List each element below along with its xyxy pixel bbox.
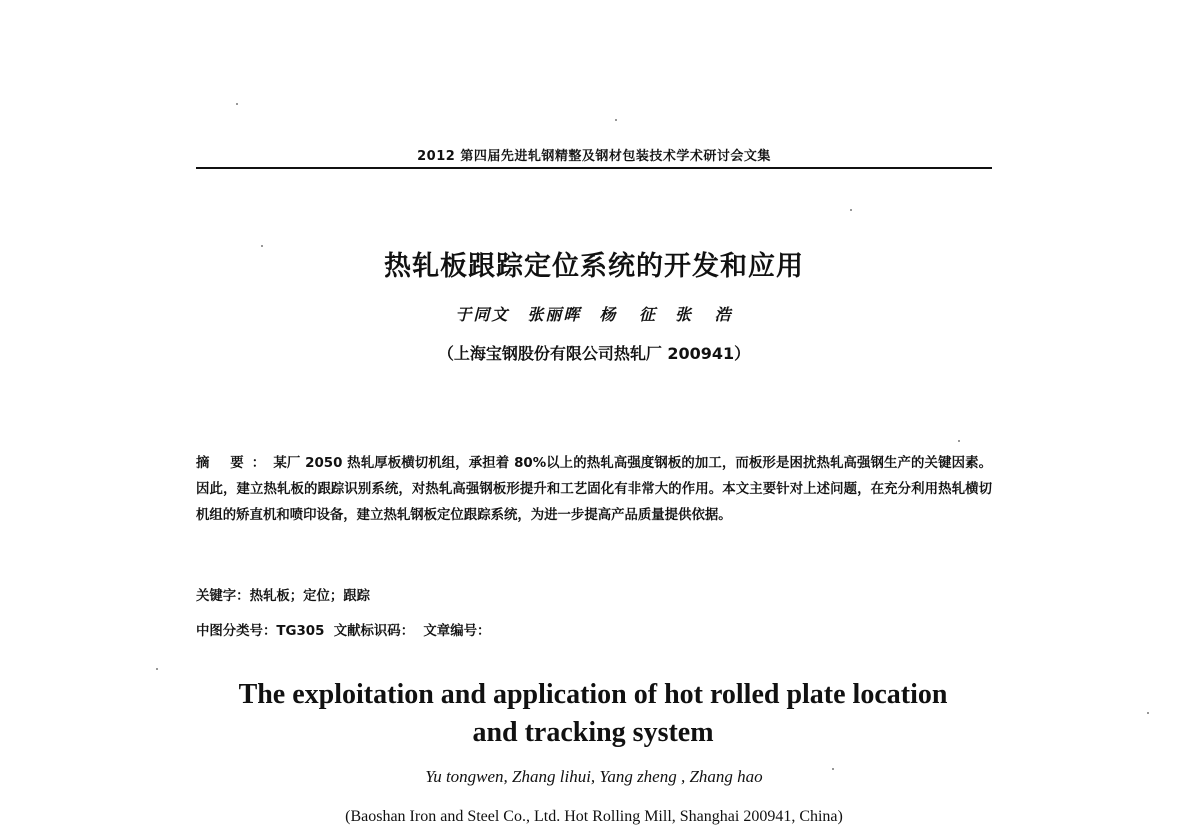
header-rule (196, 167, 992, 169)
authors-chinese: 于同文 张丽晖 杨 征 张 浩 (455, 305, 733, 324)
keywords-label: 关键字： (196, 589, 250, 604)
scan-speck (1147, 712, 1149, 714)
paper-title-chinese: 热轧板跟踪定位系统的开发和应用 (384, 251, 804, 282)
abstract (196, 451, 992, 529)
article-number-label: 文章编号： (423, 624, 491, 639)
affiliation-english: (Baoshan Iron and Steel Co., Ltd. Hot Rolling Mill, Shanghai 200941, China) (345, 808, 843, 825)
scan-speck (832, 768, 834, 770)
document-code-label: 文献标识码： (333, 624, 415, 639)
classification-label: 中图分类号： (196, 624, 277, 639)
authors-english: Yu tongwen, Zhang lihui, Yang zheng , Zhang hao (425, 767, 763, 786)
scan-speck (850, 209, 852, 211)
scan-speck (156, 668, 158, 670)
scan-speck (958, 440, 960, 442)
classification-value: TG305 (276, 624, 325, 639)
scan-speck (236, 103, 238, 105)
abstract-label: 摘 要： (196, 456, 274, 471)
keywords-value: 热轧板；定位；跟踪 (249, 589, 371, 604)
scan-speck (261, 245, 263, 247)
title-en-line-2: and tracking system (472, 717, 714, 748)
affiliation-chinese: （上海宝钢股份有限公司热轧厂 200941） (437, 344, 751, 363)
keywords (196, 585, 992, 604)
abstract-text: 某厂 2050 热轧厚板横切机组，承担着 80%以上的热轧高强度钢板的加工，而板形是困扰热轧高强钢生产的关键因素。因此，建立热轧板的跟踪识别系统，对热轧高强钢板形提升和工艺固化有非常大的作用。本文主要针对上述问题，在充分利用热轧横切机组的矫直机和喷印设备，建立热轧钢板定位跟踪系统，为进一步提高产品质量提供依据。 (196, 456, 992, 523)
paper-title-english (180, 676, 1006, 752)
scan-speck (615, 119, 617, 121)
proceedings-header: 2012 第四届先进轧钢精整及钢材包装技术学术研讨会文集 (417, 149, 771, 164)
title-en-line-1: The exploitation and application of hot rolled plate location (238, 679, 948, 710)
classification-line (196, 620, 992, 639)
